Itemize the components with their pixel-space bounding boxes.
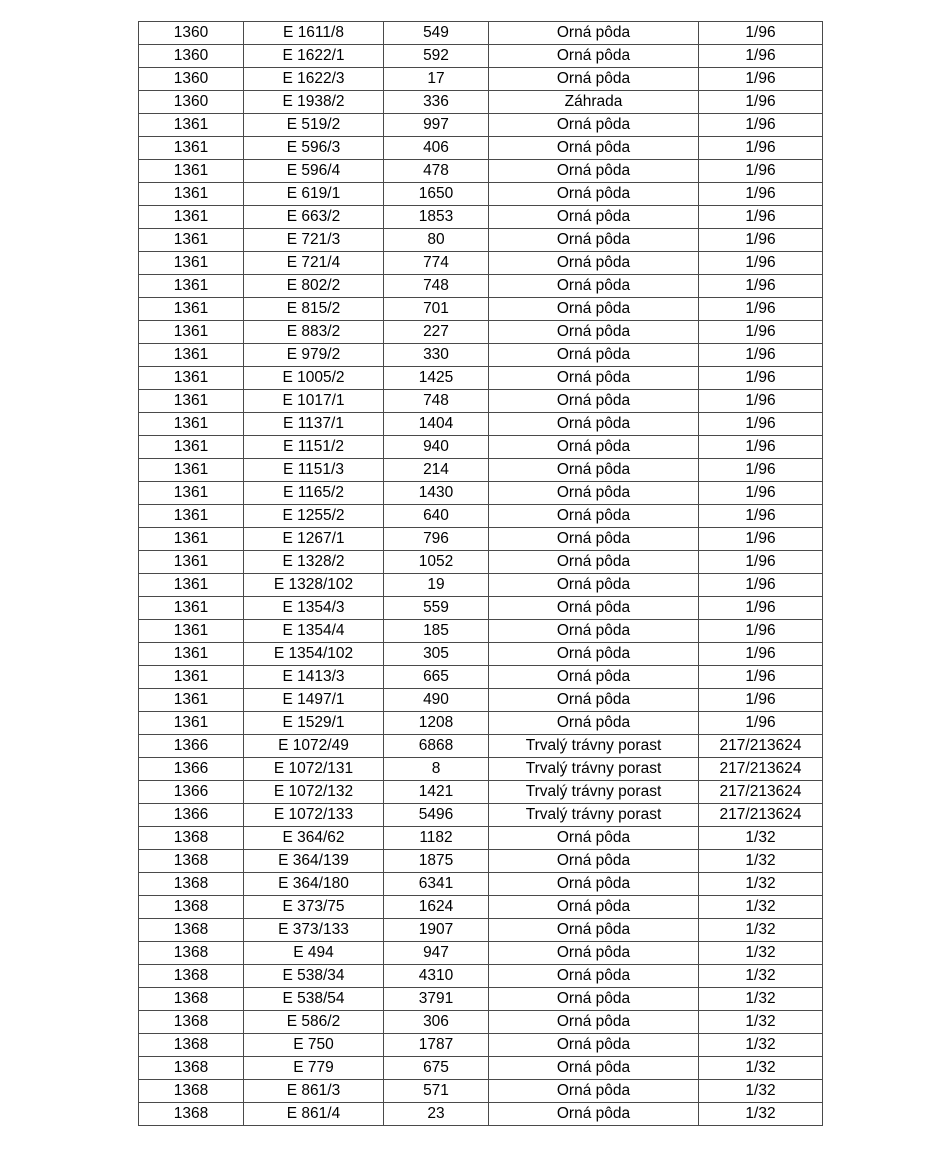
cell-land-type: Orná pôda <box>489 275 699 298</box>
cell-parcel-number: E 1137/1 <box>244 413 384 436</box>
cell-lv-number: 1361 <box>139 528 244 551</box>
cell-area: 6868 <box>384 735 489 758</box>
cell-area: 549 <box>384 22 489 45</box>
cell-land-type: Orná pôda <box>489 137 699 160</box>
cell-lv-number: 1361 <box>139 114 244 137</box>
cell-share: 1/96 <box>699 482 823 505</box>
cell-share: 1/96 <box>699 252 823 275</box>
cell-share: 1/96 <box>699 390 823 413</box>
cell-area: 1182 <box>384 827 489 850</box>
cell-share: 1/96 <box>699 91 823 114</box>
cell-area: 5496 <box>384 804 489 827</box>
cell-parcel-number: E 619/1 <box>244 183 384 206</box>
cell-parcel-number: E 1354/102 <box>244 643 384 666</box>
cell-lv-number: 1368 <box>139 1103 244 1126</box>
cell-lv-number: 1360 <box>139 22 244 45</box>
cell-lv-number: 1361 <box>139 574 244 597</box>
cell-land-type: Orná pôda <box>489 298 699 321</box>
cell-share: 1/96 <box>699 620 823 643</box>
cell-share: 1/96 <box>699 689 823 712</box>
cell-area: 940 <box>384 436 489 459</box>
table-row <box>139 666 823 689</box>
cell-land-type: Orná pôda <box>489 551 699 574</box>
cell-parcel-number: E 1328/102 <box>244 574 384 597</box>
table-row <box>139 620 823 643</box>
cell-lv-number: 1360 <box>139 45 244 68</box>
cell-parcel-number: E 538/54 <box>244 988 384 1011</box>
cell-parcel-number: E 519/2 <box>244 114 384 137</box>
cell-land-type: Orná pôda <box>489 942 699 965</box>
cell-land-type: Orná pôda <box>489 689 699 712</box>
cell-area: 748 <box>384 275 489 298</box>
cell-share: 217/213624 <box>699 735 823 758</box>
table-row <box>139 229 823 252</box>
table-row <box>139 827 823 850</box>
cell-share: 1/96 <box>699 344 823 367</box>
cell-area: 23 <box>384 1103 489 1126</box>
cell-share: 1/96 <box>699 528 823 551</box>
table-row <box>139 252 823 275</box>
cell-parcel-number: E 1165/2 <box>244 482 384 505</box>
cell-parcel-number: E 596/4 <box>244 160 384 183</box>
cell-parcel-number: E 1151/2 <box>244 436 384 459</box>
cell-area: 19 <box>384 574 489 597</box>
cell-lv-number: 1361 <box>139 390 244 413</box>
cell-parcel-number: E 596/3 <box>244 137 384 160</box>
cell-land-type: Orná pôda <box>489 919 699 942</box>
cell-parcel-number: E 815/2 <box>244 298 384 321</box>
cell-share: 1/96 <box>699 275 823 298</box>
cell-parcel-number: E 1255/2 <box>244 505 384 528</box>
table-row <box>139 413 823 436</box>
cell-parcel-number: E 373/133 <box>244 919 384 942</box>
cell-area: 4310 <box>384 965 489 988</box>
table-row <box>139 988 823 1011</box>
cell-share: 1/96 <box>699 206 823 229</box>
cell-lv-number: 1368 <box>139 1034 244 1057</box>
cell-lv-number: 1361 <box>139 643 244 666</box>
table-row <box>139 574 823 597</box>
cell-parcel-number: E 1151/3 <box>244 459 384 482</box>
cell-lv-number: 1368 <box>139 919 244 942</box>
cell-parcel-number: E 750 <box>244 1034 384 1057</box>
cell-lv-number: 1368 <box>139 873 244 896</box>
cell-land-type: Orná pôda <box>489 22 699 45</box>
cell-parcel-number: E 1072/133 <box>244 804 384 827</box>
cell-area: 3791 <box>384 988 489 1011</box>
table-row <box>139 712 823 735</box>
cell-area: 305 <box>384 643 489 666</box>
cell-land-type: Orná pôda <box>489 459 699 482</box>
table-row <box>139 482 823 505</box>
cell-parcel-number: E 883/2 <box>244 321 384 344</box>
table-row <box>139 965 823 988</box>
cell-lv-number: 1361 <box>139 321 244 344</box>
cell-share: 1/96 <box>699 68 823 91</box>
table-row <box>139 1080 823 1103</box>
table-row <box>139 528 823 551</box>
cell-parcel-number: E 364/139 <box>244 850 384 873</box>
cell-parcel-number: E 1072/132 <box>244 781 384 804</box>
cell-parcel-number: E 538/34 <box>244 965 384 988</box>
cell-share: 1/96 <box>699 666 823 689</box>
table-row <box>139 896 823 919</box>
cell-share: 1/96 <box>699 436 823 459</box>
cell-land-type: Orná pôda <box>489 206 699 229</box>
cell-area: 1787 <box>384 1034 489 1057</box>
cell-lv-number: 1366 <box>139 804 244 827</box>
cell-area: 1052 <box>384 551 489 574</box>
cell-lv-number: 1361 <box>139 137 244 160</box>
cell-land-type: Orná pôda <box>489 528 699 551</box>
cell-land-type: Orná pôda <box>489 896 699 919</box>
cell-area: 1853 <box>384 206 489 229</box>
table-row <box>139 873 823 896</box>
parcel-table <box>138 21 823 1126</box>
cell-area: 17 <box>384 68 489 91</box>
cell-parcel-number: E 1497/1 <box>244 689 384 712</box>
cell-land-type: Orná pôda <box>489 988 699 1011</box>
cell-share: 1/96 <box>699 551 823 574</box>
cell-lv-number: 1361 <box>139 689 244 712</box>
cell-lv-number: 1368 <box>139 942 244 965</box>
cell-share: 217/213624 <box>699 804 823 827</box>
cell-lv-number: 1361 <box>139 597 244 620</box>
cell-share: 1/96 <box>699 367 823 390</box>
cell-lv-number: 1368 <box>139 850 244 873</box>
table-row <box>139 160 823 183</box>
cell-land-type: Trvalý trávny porast <box>489 781 699 804</box>
cell-parcel-number: E 1622/3 <box>244 68 384 91</box>
cell-share: 1/32 <box>699 1057 823 1080</box>
cell-lv-number: 1361 <box>139 298 244 321</box>
cell-lv-number: 1361 <box>139 229 244 252</box>
cell-parcel-number: E 861/3 <box>244 1080 384 1103</box>
cell-land-type: Orná pôda <box>489 344 699 367</box>
table-row <box>139 22 823 45</box>
cell-area: 1624 <box>384 896 489 919</box>
cell-area: 330 <box>384 344 489 367</box>
cell-area: 748 <box>384 390 489 413</box>
cell-parcel-number: E 586/2 <box>244 1011 384 1034</box>
cell-share: 1/32 <box>699 1080 823 1103</box>
cell-area: 559 <box>384 597 489 620</box>
cell-share: 1/32 <box>699 942 823 965</box>
cell-parcel-number: E 364/180 <box>244 873 384 896</box>
cell-land-type: Trvalý trávny porast <box>489 804 699 827</box>
cell-share: 1/96 <box>699 505 823 528</box>
cell-land-type: Orná pôda <box>489 505 699 528</box>
cell-area: 1650 <box>384 183 489 206</box>
cell-share: 1/96 <box>699 183 823 206</box>
cell-land-type: Orná pôda <box>489 1011 699 1034</box>
cell-share: 1/96 <box>699 597 823 620</box>
cell-share: 217/213624 <box>699 758 823 781</box>
table-row <box>139 137 823 160</box>
table-row <box>139 367 823 390</box>
cell-area: 1875 <box>384 850 489 873</box>
cell-share: 1/96 <box>699 712 823 735</box>
cell-area: 571 <box>384 1080 489 1103</box>
cell-lv-number: 1361 <box>139 413 244 436</box>
cell-share: 1/32 <box>699 1034 823 1057</box>
cell-land-type: Orná pôda <box>489 367 699 390</box>
cell-lv-number: 1361 <box>139 459 244 482</box>
cell-parcel-number: E 494 <box>244 942 384 965</box>
cell-land-type: Orná pôda <box>489 712 699 735</box>
cell-land-type: Orná pôda <box>489 45 699 68</box>
cell-land-type: Orná pôda <box>489 597 699 620</box>
cell-parcel-number: E 1017/1 <box>244 390 384 413</box>
cell-parcel-number: E 1938/2 <box>244 91 384 114</box>
table-row <box>139 390 823 413</box>
cell-land-type: Orná pôda <box>489 482 699 505</box>
cell-area: 490 <box>384 689 489 712</box>
cell-share: 1/96 <box>699 229 823 252</box>
cell-parcel-number: E 1354/3 <box>244 597 384 620</box>
cell-land-type: Orná pôda <box>489 666 699 689</box>
cell-lv-number: 1361 <box>139 712 244 735</box>
table-row <box>139 850 823 873</box>
parcel-table-body <box>139 22 823 1126</box>
table-row <box>139 781 823 804</box>
table-row <box>139 91 823 114</box>
cell-area: 592 <box>384 45 489 68</box>
cell-area: 478 <box>384 160 489 183</box>
cell-lv-number: 1361 <box>139 252 244 275</box>
cell-parcel-number: E 1072/49 <box>244 735 384 758</box>
cell-share: 1/96 <box>699 160 823 183</box>
cell-lv-number: 1368 <box>139 965 244 988</box>
cell-land-type: Orná pôda <box>489 873 699 896</box>
cell-area: 1907 <box>384 919 489 942</box>
table-row <box>139 1103 823 1126</box>
cell-lv-number: 1366 <box>139 758 244 781</box>
cell-lv-number: 1368 <box>139 1011 244 1034</box>
cell-lv-number: 1368 <box>139 1057 244 1080</box>
cell-parcel-number: E 1622/1 <box>244 45 384 68</box>
cell-area: 774 <box>384 252 489 275</box>
cell-area: 1404 <box>384 413 489 436</box>
cell-share: 1/96 <box>699 22 823 45</box>
cell-lv-number: 1361 <box>139 551 244 574</box>
table-row <box>139 275 823 298</box>
table-row <box>139 942 823 965</box>
cell-land-type: Orná pôda <box>489 643 699 666</box>
cell-share: 1/32 <box>699 919 823 942</box>
cell-share: 1/96 <box>699 114 823 137</box>
cell-land-type: Orná pôda <box>489 68 699 91</box>
cell-share: 1/32 <box>699 1103 823 1126</box>
cell-parcel-number: E 721/3 <box>244 229 384 252</box>
cell-land-type: Orná pôda <box>489 850 699 873</box>
cell-share: 1/32 <box>699 965 823 988</box>
cell-land-type: Orná pôda <box>489 965 699 988</box>
cell-parcel-number: E 364/62 <box>244 827 384 850</box>
cell-area: 947 <box>384 942 489 965</box>
cell-land-type: Orná pôda <box>489 436 699 459</box>
cell-share: 1/32 <box>699 896 823 919</box>
cell-lv-number: 1360 <box>139 68 244 91</box>
cell-land-type: Orná pôda <box>489 1103 699 1126</box>
cell-area: 1208 <box>384 712 489 735</box>
table-row <box>139 551 823 574</box>
cell-share: 1/96 <box>699 574 823 597</box>
cell-area: 796 <box>384 528 489 551</box>
cell-lv-number: 1361 <box>139 183 244 206</box>
table-row <box>139 459 823 482</box>
cell-lv-number: 1366 <box>139 735 244 758</box>
cell-area: 185 <box>384 620 489 643</box>
cell-land-type: Orná pôda <box>489 1057 699 1080</box>
cell-land-type: Orná pôda <box>489 229 699 252</box>
table-row <box>139 114 823 137</box>
cell-share: 1/32 <box>699 850 823 873</box>
cell-parcel-number: E 663/2 <box>244 206 384 229</box>
cell-area: 675 <box>384 1057 489 1080</box>
table-row <box>139 298 823 321</box>
table-row <box>139 597 823 620</box>
cell-share: 1/96 <box>699 298 823 321</box>
table-row <box>139 183 823 206</box>
cell-land-type: Trvalý trávny porast <box>489 758 699 781</box>
cell-lv-number: 1368 <box>139 896 244 919</box>
cell-area: 1425 <box>384 367 489 390</box>
cell-lv-number: 1361 <box>139 620 244 643</box>
cell-lv-number: 1361 <box>139 275 244 298</box>
cell-land-type: Orná pôda <box>489 574 699 597</box>
table-row <box>139 804 823 827</box>
cell-lv-number: 1361 <box>139 482 244 505</box>
cell-area: 227 <box>384 321 489 344</box>
cell-parcel-number: E 721/4 <box>244 252 384 275</box>
cell-land-type: Orná pôda <box>489 183 699 206</box>
cell-share: 1/96 <box>699 137 823 160</box>
cell-parcel-number: E 1611/8 <box>244 22 384 45</box>
cell-area: 640 <box>384 505 489 528</box>
document-page <box>138 21 823 1126</box>
cell-area: 8 <box>384 758 489 781</box>
cell-lv-number: 1361 <box>139 666 244 689</box>
table-row <box>139 758 823 781</box>
cell-area: 214 <box>384 459 489 482</box>
table-row <box>139 1034 823 1057</box>
cell-lv-number: 1361 <box>139 505 244 528</box>
cell-share: 1/32 <box>699 873 823 896</box>
cell-land-type: Orná pôda <box>489 114 699 137</box>
cell-area: 336 <box>384 91 489 114</box>
cell-parcel-number: E 1413/3 <box>244 666 384 689</box>
table-row <box>139 643 823 666</box>
cell-land-type: Orná pôda <box>489 1034 699 1057</box>
cell-lv-number: 1361 <box>139 344 244 367</box>
table-row <box>139 689 823 712</box>
cell-land-type: Orná pôda <box>489 1080 699 1103</box>
table-row <box>139 919 823 942</box>
cell-parcel-number: E 779 <box>244 1057 384 1080</box>
cell-area: 1421 <box>384 781 489 804</box>
cell-share: 217/213624 <box>699 781 823 804</box>
cell-lv-number: 1368 <box>139 1080 244 1103</box>
table-row <box>139 735 823 758</box>
table-row <box>139 436 823 459</box>
cell-share: 1/96 <box>699 459 823 482</box>
cell-parcel-number: E 979/2 <box>244 344 384 367</box>
cell-parcel-number: E 1267/1 <box>244 528 384 551</box>
cell-parcel-number: E 1354/4 <box>244 620 384 643</box>
table-row <box>139 1057 823 1080</box>
table-row <box>139 344 823 367</box>
cell-area: 665 <box>384 666 489 689</box>
cell-share: 1/96 <box>699 643 823 666</box>
cell-parcel-number: E 1328/2 <box>244 551 384 574</box>
cell-parcel-number: E 373/75 <box>244 896 384 919</box>
cell-lv-number: 1361 <box>139 436 244 459</box>
cell-land-type: Trvalý trávny porast <box>489 735 699 758</box>
cell-share: 1/96 <box>699 45 823 68</box>
cell-lv-number: 1361 <box>139 367 244 390</box>
cell-lv-number: 1368 <box>139 988 244 1011</box>
cell-land-type: Záhrada <box>489 91 699 114</box>
table-row <box>139 68 823 91</box>
cell-lv-number: 1368 <box>139 827 244 850</box>
cell-parcel-number: E 1005/2 <box>244 367 384 390</box>
cell-share: 1/32 <box>699 1011 823 1034</box>
cell-parcel-number: E 861/4 <box>244 1103 384 1126</box>
cell-lv-number: 1361 <box>139 160 244 183</box>
cell-area: 80 <box>384 229 489 252</box>
table-row <box>139 505 823 528</box>
cell-land-type: Orná pôda <box>489 620 699 643</box>
cell-lv-number: 1361 <box>139 206 244 229</box>
cell-land-type: Orná pôda <box>489 321 699 344</box>
cell-area: 406 <box>384 137 489 160</box>
cell-land-type: Orná pôda <box>489 160 699 183</box>
cell-lv-number: 1360 <box>139 91 244 114</box>
cell-land-type: Orná pôda <box>489 413 699 436</box>
table-row <box>139 1011 823 1034</box>
table-row <box>139 321 823 344</box>
cell-area: 6341 <box>384 873 489 896</box>
cell-share: 1/32 <box>699 827 823 850</box>
table-row <box>139 45 823 68</box>
cell-area: 997 <box>384 114 489 137</box>
cell-parcel-number: E 802/2 <box>244 275 384 298</box>
cell-area: 1430 <box>384 482 489 505</box>
cell-parcel-number: E 1072/131 <box>244 758 384 781</box>
cell-share: 1/96 <box>699 413 823 436</box>
cell-land-type: Orná pôda <box>489 252 699 275</box>
cell-area: 701 <box>384 298 489 321</box>
table-row <box>139 206 823 229</box>
cell-lv-number: 1366 <box>139 781 244 804</box>
cell-area: 306 <box>384 1011 489 1034</box>
cell-share: 1/32 <box>699 988 823 1011</box>
cell-land-type: Orná pôda <box>489 390 699 413</box>
cell-share: 1/96 <box>699 321 823 344</box>
cell-parcel-number: E 1529/1 <box>244 712 384 735</box>
cell-land-type: Orná pôda <box>489 827 699 850</box>
